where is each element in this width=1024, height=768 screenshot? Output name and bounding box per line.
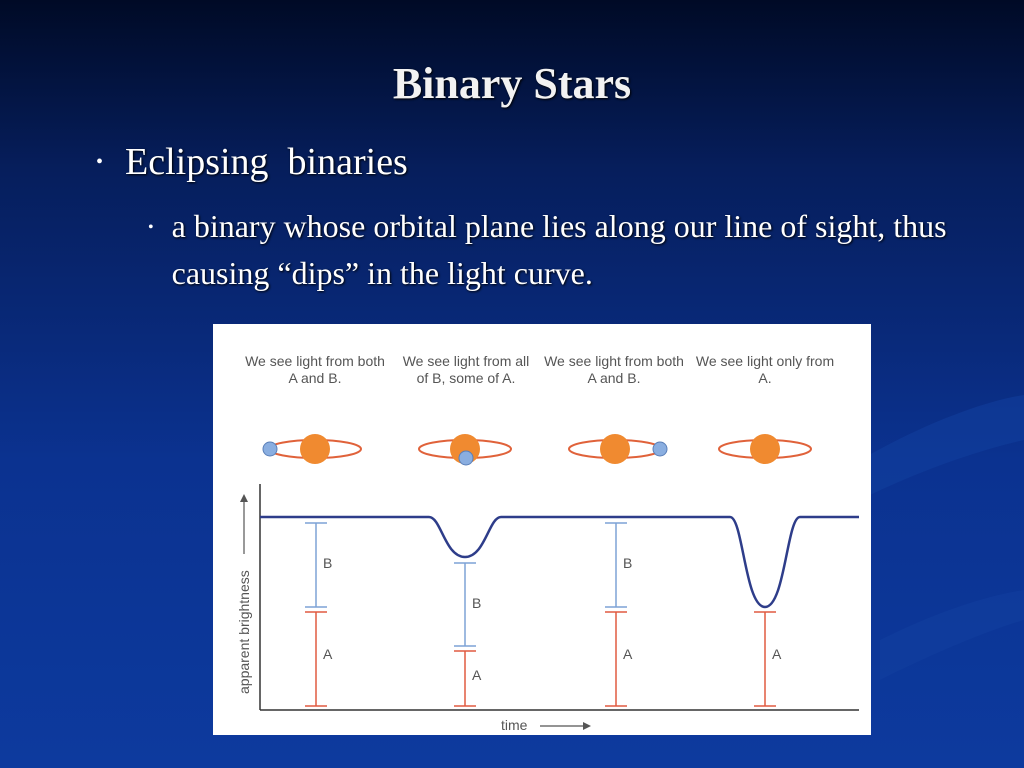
bullet-level2-text: a binary whose orbital plane lies along our line of sight, thus causing “dips” in the light curve.: [171, 208, 947, 291]
segment-label-b: B: [472, 595, 482, 611]
star-b-icon: [263, 442, 277, 456]
segment-label-a: A: [472, 667, 482, 683]
bullet-level1-text: Eclipsing binaries: [125, 141, 408, 183]
caption-phase-1: We see light from both A and B.: [245, 353, 385, 386]
x-axis-arrowhead: [583, 722, 591, 730]
segment-label-a: A: [623, 646, 633, 662]
bullet-dot: •: [96, 151, 104, 173]
segment-label-a: A: [772, 646, 782, 662]
y-axis-label: apparent brightness: [236, 570, 252, 694]
orbit-phase-2: [419, 434, 511, 465]
orbit-phase-4: [719, 434, 811, 464]
star-a-icon: [750, 434, 780, 464]
star-a-icon: [600, 434, 630, 464]
star-a-icon: [300, 434, 330, 464]
y-axis-arrowhead: [240, 494, 248, 502]
orbit-phase-1: [263, 434, 361, 464]
segment-label-b: B: [323, 555, 333, 571]
star-b-icon: [459, 451, 473, 465]
bullet-dot: •: [148, 219, 154, 236]
bullet-level1: [96, 140, 408, 184]
brightness-segments-phase-4: [754, 612, 782, 706]
caption-phase-3: We see light from both A and B.: [544, 353, 684, 386]
eclipsing-binary-figure: [213, 324, 871, 735]
brightness-segments-phase-3: [605, 523, 633, 706]
x-axis-label: time: [501, 717, 528, 733]
brightness-segments-phase-1: [305, 523, 333, 706]
orbit-phase-3: [569, 434, 667, 464]
segment-label-b: B: [623, 555, 633, 571]
segment-label-a: A: [323, 646, 333, 662]
star-b-icon: [653, 442, 667, 456]
brightness-segments-phase-2: [454, 563, 482, 706]
slide-title: Binary Stars: [392, 59, 632, 108]
bullet-level2: [148, 203, 948, 297]
caption-phase-4: We see light only from A.: [695, 353, 835, 386]
caption-phase-2: We see light from all of B, some of A.: [402, 353, 530, 386]
light-curve: [260, 517, 859, 607]
